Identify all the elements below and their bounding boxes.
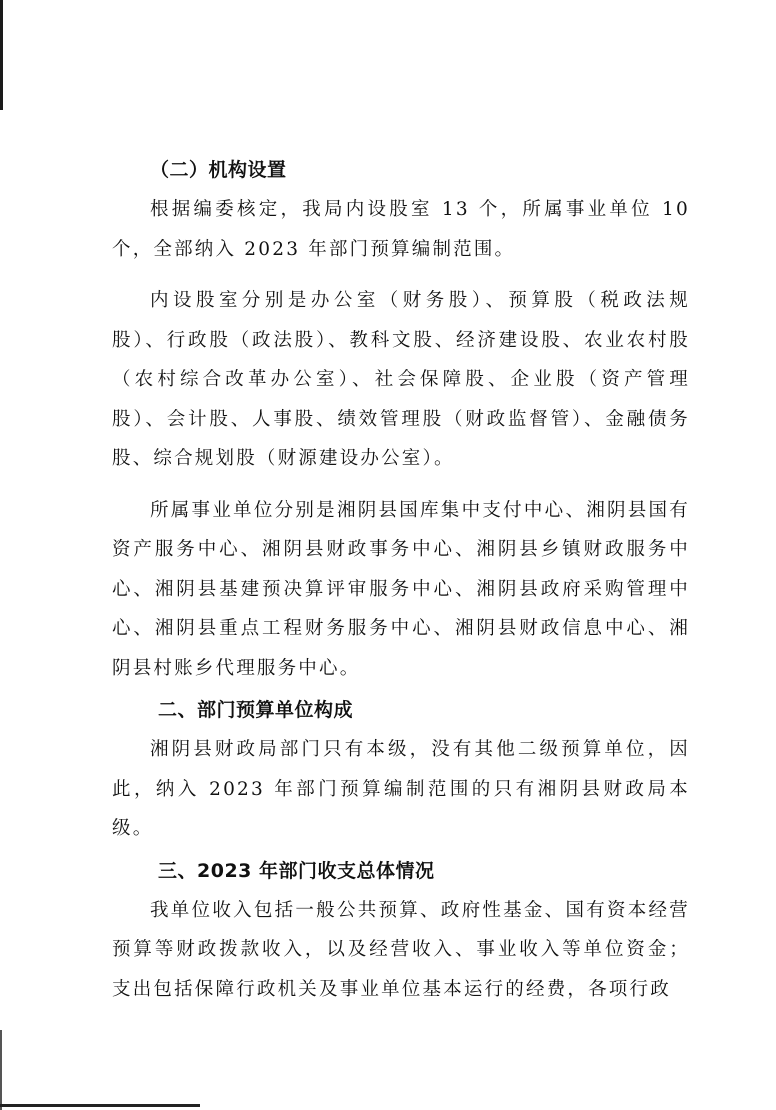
section-income-expense-heading: 三、2023 年部门收支总体情况 — [158, 859, 435, 882]
paragraph-internal-departments: 内设股室分别是办公室（财务股）、预算股（税政法规股）、行政股（政法股）、教科文股、经济建设股、农业农村股（农村综合改革办公室）、社会保障股、企业股（资产管理股）、会计股、人事股、绩效管理股（财政监督管）、金融债务股、综合规划股（财源建设办公室）。 — [112, 290, 690, 469]
document-body — [112, 150, 690, 1009]
paragraph-income-expense: 我单位收入包括一般公共预算、政府性基金、国有资本经营预算等财政拨款收入，以及经营收入、事业收入等单位资金；支出包括保障行政机关及事业单位基本运行的经费，各项行政 — [112, 899, 690, 1000]
paragraph-affiliated-units: 所属事业单位分别是湘阴县国库集中支付中心、湘阴县国有资产服务中心、湘阴县财政事务中心、湘阴县乡镇财政服务中心、湘阴县基建预决算评审服务中心、湘阴县政府采购管理中心、湘阴县重点工程财务服务中心、湘阴县财政信息中心、湘阴县村账乡代理服务中心。 — [112, 499, 690, 679]
paragraph-org-count: 根据编委核定，我局内设股室 13 个，所属事业单位 10 个，全部纳入 2023 年部门预算编制范围。 — [112, 199, 690, 260]
scan-edge-bottom — [0, 1104, 200, 1107]
section-org-heading: （二）机构设置 — [150, 159, 287, 181]
section-budget-units-heading: 二、部门预算单位构成 — [158, 699, 354, 721]
scan-edge-left-bottom — [0, 1030, 2, 1110]
paragraph-budget-units: 湘阴县财政局部门只有本级，没有其他二级预算单位，因此，纳入 2023 年部门预算编制范围的只有湘阴县财政局本级。 — [112, 739, 690, 839]
scan-edge-left — [0, 0, 3, 110]
